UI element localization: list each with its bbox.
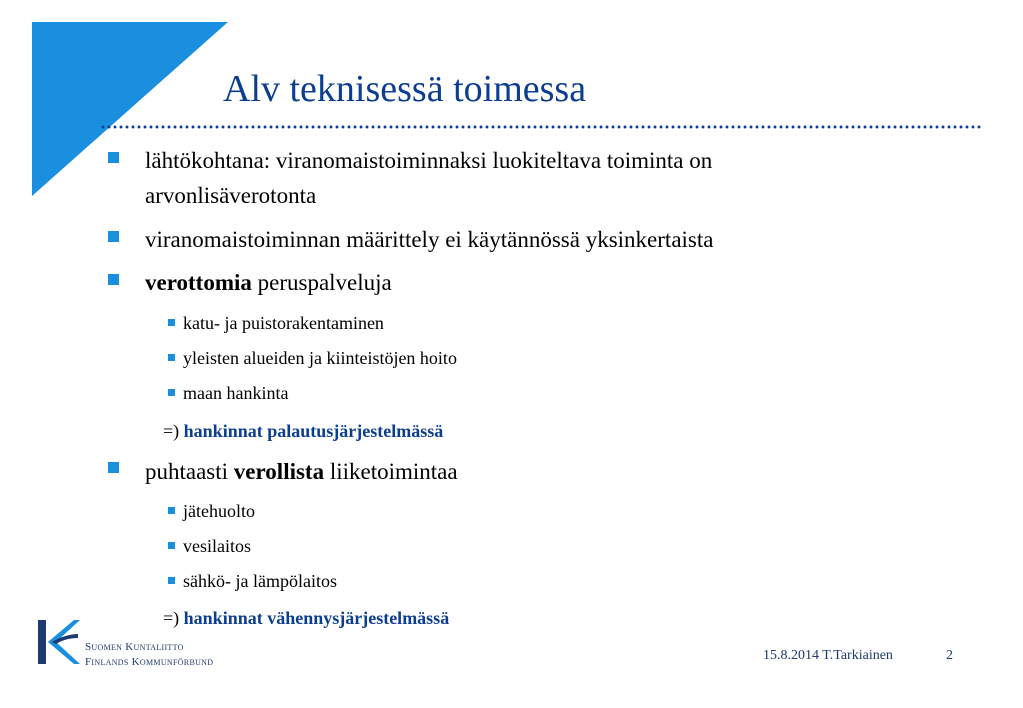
sub-bullet-icon (168, 577, 175, 584)
slide-title: Alv teknisessä toimessa (223, 68, 587, 110)
bullet-3-bold: verottomia (145, 270, 252, 295)
note-prefix: =) (163, 608, 184, 628)
bullet-4-pre: puhtaasti (145, 459, 234, 484)
sub-item: vesilaitos (183, 536, 251, 556)
sub-item: maan hankinta (183, 383, 289, 403)
bullet-icon (108, 462, 119, 473)
logo-text-line-1: Suomen Kuntaliitto (85, 641, 184, 653)
bullet-3-note (163, 420, 443, 442)
bullet-4-rest: liiketoimintaa (324, 459, 458, 484)
sub-bullet-icon (168, 542, 175, 549)
sub-item: yleisten alueiden ja kiinteistöjen hoito (183, 348, 457, 368)
sub-item: katu- ja puistorakentaminen (183, 313, 384, 333)
kuntaliitto-logo-icon (38, 618, 82, 668)
bullet-4-note (163, 607, 449, 629)
bullet-3 (145, 266, 392, 300)
bullet-icon (108, 274, 119, 285)
sub-bullet-icon (168, 354, 175, 361)
footer-date-author: 15.8.2014 T.Tarkiainen (763, 648, 893, 663)
page-number: 2 (946, 648, 953, 663)
sub-bullet-icon (168, 507, 175, 514)
bullet-4 (145, 455, 458, 489)
note-bold: hankinnat vähennysjärjestelmässä (183, 608, 450, 628)
logo-text-line-2: Finlands Kommunförbund (85, 656, 214, 668)
sub-bullet-icon (168, 319, 175, 326)
bullet-1-line-2: arvonlisäverotonta (145, 183, 317, 208)
bullet-icon (108, 231, 119, 242)
sub-item: sähkö- ja lämpölaitos (183, 571, 337, 591)
title-divider (100, 125, 982, 129)
sub-bullet-icon (168, 389, 175, 396)
note-bold: hankinnat palautusjärjestelmässä (183, 421, 444, 441)
bullet-4-bold: verollista (233, 459, 325, 484)
bullet-icon (108, 152, 119, 163)
bullet-3-rest: peruspalveluja (251, 270, 392, 295)
bullet-2: viranomaistoiminnan määrittely ei käytännössä yksinkertaista (145, 227, 714, 252)
note-prefix: =) (163, 421, 184, 441)
bullet-1-line-1: lähtökohtana: viranomaistoiminnaksi luokiteltava toiminta on (145, 148, 713, 173)
sub-item: jätehuolto (183, 501, 255, 521)
